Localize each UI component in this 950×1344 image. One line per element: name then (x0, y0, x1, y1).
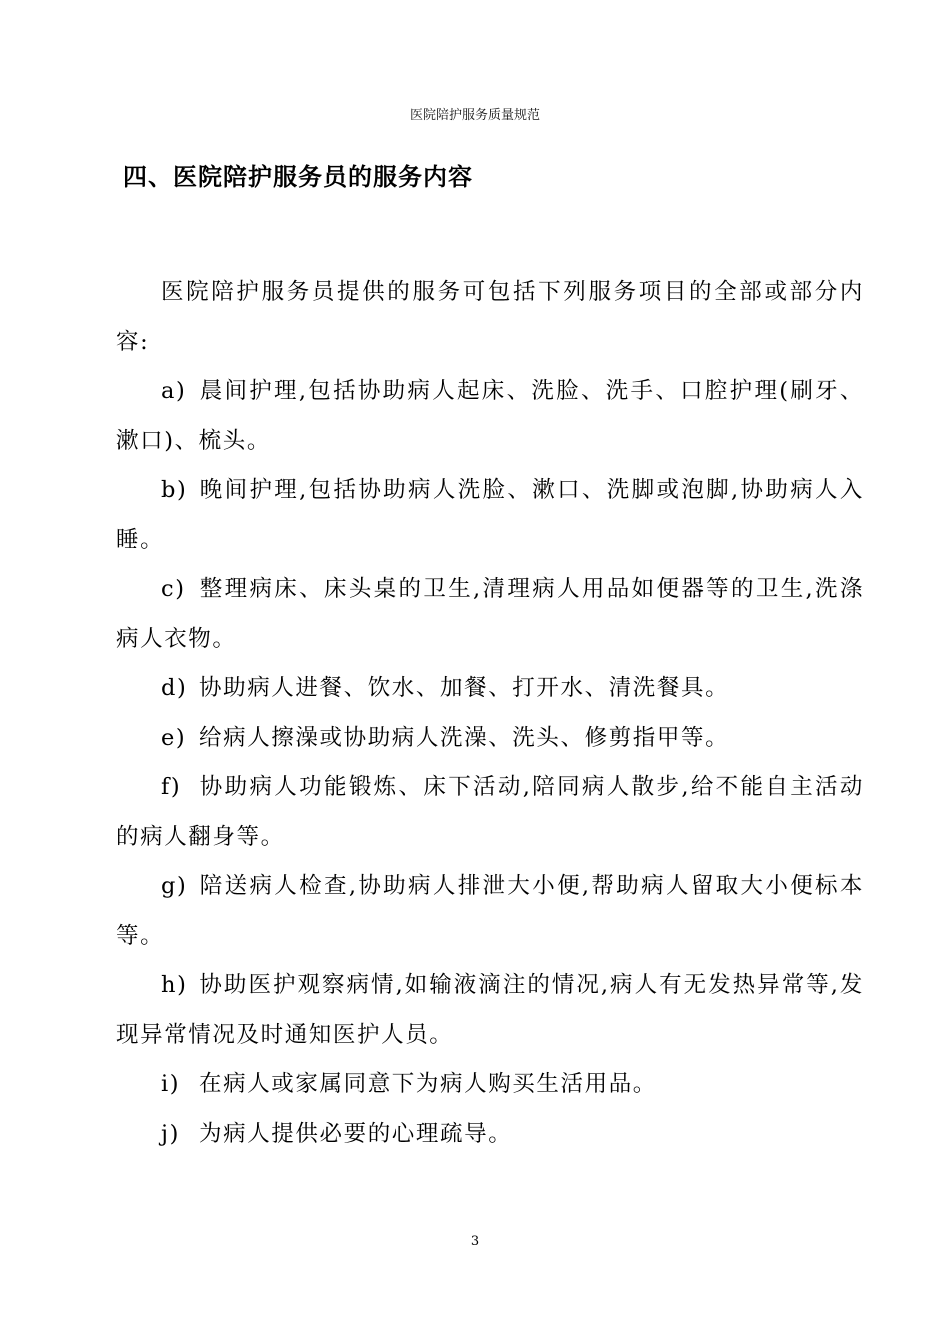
list-item (116, 1060, 864, 1110)
running-header-title: 医院陪护服务质量规范 (409, 108, 540, 123)
item-marker: c) (161, 576, 186, 602)
page-number: 3 (470, 1234, 480, 1249)
page-footer (0, 1232, 950, 1252)
list-item (116, 961, 864, 1060)
item-text: 晨间护理,包括协助病人起床、洗脸、洗手、口腔护理(刷牙、漱口)、梳头。 (116, 378, 864, 454)
item-marker: j) (161, 1120, 180, 1147)
item-text: 为病人提供必要的心理疏导。 (199, 1120, 513, 1147)
item-text: 给病人擦澡或协助病人洗澡、洗头、修剪指甲等。 (199, 724, 730, 751)
item-marker: g) (161, 873, 188, 899)
item-text: 协助病人进餐、饮水、加餐、打开水、清洗餐具。 (199, 675, 730, 701)
list-item (116, 565, 864, 664)
running-header (0, 106, 950, 126)
item-marker: h) (161, 972, 188, 998)
list-item (116, 763, 864, 862)
list-item (116, 714, 864, 764)
list-item (116, 466, 864, 565)
list-item (116, 664, 864, 714)
item-marker: d) (161, 675, 188, 701)
item-text: 协助病人功能锻炼、床下活动,陪同病人散步,给不能自主活动的病人翻身等。 (116, 774, 864, 850)
item-text: 晚间护理,包括协助病人洗脸、漱口、洗脚或泡脚,协助病人入睡。 (116, 477, 864, 553)
list-item (116, 862, 864, 961)
item-text: 整理病床、床头桌的卫生,清理病人用品如便器等的卫生,洗涤病人衣物。 (116, 576, 864, 652)
item-marker: b) (161, 477, 188, 503)
item-text: 在病人或家属同意下为病人购买生活用品。 (199, 1071, 657, 1097)
body-text (116, 268, 864, 1159)
item-text: 协助医护观察病情,如输液滴注的情况,病人有无发热异常等,发现异常情况及时通知医护人员。 (116, 972, 864, 1048)
item-marker: e) (161, 724, 187, 751)
item-marker: f) (161, 774, 182, 800)
item-text: 陪送病人检查,协助病人排泄大小便,帮助病人留取大小便标本等。 (116, 873, 864, 949)
intro-paragraph: 医院陪护服务员提供的服务可包括下列服务项目的全部或部分内容: (116, 279, 864, 355)
section-title: 四、医院陪护服务员的服务内容 (123, 163, 473, 191)
list-item (116, 367, 864, 466)
item-marker: i) (161, 1071, 181, 1097)
item-marker: a) (161, 378, 187, 404)
list-item (116, 1110, 864, 1160)
